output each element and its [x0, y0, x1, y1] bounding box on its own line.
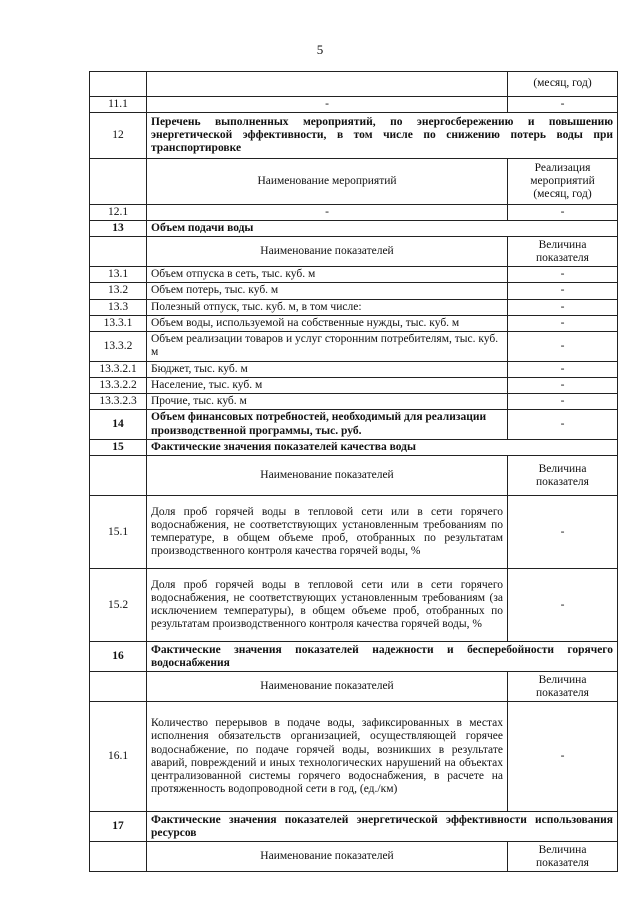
row-name: Наименование мероприятий [147, 159, 508, 205]
row-number: 13 [90, 221, 147, 237]
row-value: - [508, 410, 618, 440]
row-value: - [508, 393, 618, 409]
row-number: 13.3.2.1 [90, 361, 147, 377]
section-heading: Объем подачи воды [147, 221, 618, 237]
row-name: Объем воды, используемой на собственные нужды, тыс. куб. м [147, 315, 508, 331]
table-row [90, 393, 618, 409]
row-value: Величина показателя [508, 842, 618, 872]
row-number: 12.1 [90, 205, 147, 221]
section-heading: Фактические значения показателей качества воды [147, 440, 618, 456]
row-value: - [508, 702, 618, 812]
row-number: 15 [90, 440, 147, 456]
row-number: 13.3.1 [90, 315, 147, 331]
row-number: 16.1 [90, 702, 147, 812]
row-number: 11.1 [90, 97, 147, 113]
table-row [90, 283, 618, 299]
row-number: 13.2 [90, 283, 147, 299]
table-row [90, 205, 618, 221]
row-number: 13.3.2 [90, 331, 147, 361]
row-number: 12 [90, 113, 147, 159]
row-number [90, 237, 147, 267]
row-name: Наименование показателей [147, 456, 508, 496]
row-name: - [147, 205, 508, 221]
row-value: - [508, 569, 618, 642]
page-number: 5 [316, 42, 324, 57]
row-name: Бюджет, тыс. куб. м [147, 361, 508, 377]
row-value: - [508, 267, 618, 283]
table-row [90, 672, 618, 702]
row-name: Наименование показателей [147, 237, 508, 267]
row-value: - [508, 315, 618, 331]
table-row [90, 221, 618, 237]
row-value: Величина показателя [508, 456, 618, 496]
row-name: Объем реализации товаров и услуг сторонним потребителям, тыс. куб. м [147, 331, 508, 361]
row-value: - [508, 496, 618, 569]
row-number [90, 672, 147, 702]
table-row [90, 410, 618, 440]
row-number: 15.2 [90, 569, 147, 642]
table-row [90, 361, 618, 377]
row-number: 13.1 [90, 267, 147, 283]
table-row [90, 331, 618, 361]
row-value: - [508, 97, 618, 113]
row-name: Наименование показателей [147, 842, 508, 872]
table-row [90, 569, 618, 642]
row-value: (месяц, год) [508, 72, 618, 97]
row-value: - [508, 283, 618, 299]
table-row [90, 496, 618, 569]
row-name: Доля проб горячей воды в тепловой сети или в сети горячего водоснабжения, не соответствующих установленным требованиям (за исключением температуры), в общем объеме проб, отобранных по результатам производственного контроля качества горячей воды, % [147, 569, 508, 642]
row-name: Прочие, тыс. куб. м [147, 393, 508, 409]
section-heading: Фактические значения показателей энергетической эффективности использования ресурсов [147, 812, 618, 842]
row-number: 16 [90, 642, 147, 672]
row-name: Объем финансовых потребностей, необходимый для реализации производственной программы, тыс. руб. [147, 410, 508, 440]
table-row [90, 456, 618, 496]
row-value: - [508, 377, 618, 393]
row-name: Наименование показателей [147, 672, 508, 702]
row-number: 15.1 [90, 496, 147, 569]
row-value: - [508, 205, 618, 221]
table-row [90, 440, 618, 456]
row-name: Население, тыс. куб. м [147, 377, 508, 393]
table-row [90, 237, 618, 267]
table-row [90, 72, 618, 97]
table-row [90, 842, 618, 872]
table-row [90, 159, 618, 205]
table-row [90, 267, 618, 283]
row-value: - [508, 299, 618, 315]
row-number [90, 159, 147, 205]
row-name: Объем отпуска в сеть, тыс. куб. м [147, 267, 508, 283]
table-row [90, 299, 618, 315]
row-number: 13.3.2.3 [90, 393, 147, 409]
row-name: Доля проб горячей воды в тепловой сети или в сети горячего водоснабжения, не соответствующих установленным требованиям по температуре, в общем объеме проб, отобранных по результатам производственного контроля качества горячей воды, % [147, 496, 508, 569]
row-value: Величина показателя [508, 237, 618, 267]
row-value: Величина показателя [508, 672, 618, 702]
row-number: 13.3 [90, 299, 147, 315]
row-number [90, 842, 147, 872]
table-row [90, 377, 618, 393]
table-row [90, 315, 618, 331]
row-name: - [147, 97, 508, 113]
row-name: Количество перерывов в подаче воды, зафиксированных в местах исполнения обязательств организацией, осуществляющей горячее водоснабжение, по подаче горячей воды, возникших в результате аварий, повреждений и иных технологических нарушений на объектах централизованной системы горячего водоснабжения, в расчете на протяженность водопроводной сети в год, (ед./км) [147, 702, 508, 812]
table-row [90, 812, 618, 842]
row-name: Объем потерь, тыс. куб. м [147, 283, 508, 299]
row-value: - [508, 361, 618, 377]
table-row [90, 113, 618, 159]
row-number: 14 [90, 410, 147, 440]
row-value: Реализация мероприятий (месяц, год) [508, 159, 618, 205]
row-value: - [508, 331, 618, 361]
table-row [90, 702, 618, 812]
row-number: 13.3.2.2 [90, 377, 147, 393]
row-number [90, 72, 147, 97]
report-table [89, 71, 618, 872]
section-heading: Фактические значения показателей надежности и бесперебойности горячего водоснабжения [147, 642, 618, 672]
section-heading: Перечень выполненных мероприятий, по энергосбережению и повышению энергетической эффективности, в том числе по снижению потерь воды при транспортировке [147, 113, 618, 159]
row-name: Полезный отпуск, тыс. куб. м, в том числе: [147, 299, 508, 315]
table-row [90, 97, 618, 113]
table-row [90, 642, 618, 672]
row-number: 17 [90, 812, 147, 842]
row-number [90, 456, 147, 496]
row-name [147, 72, 508, 97]
